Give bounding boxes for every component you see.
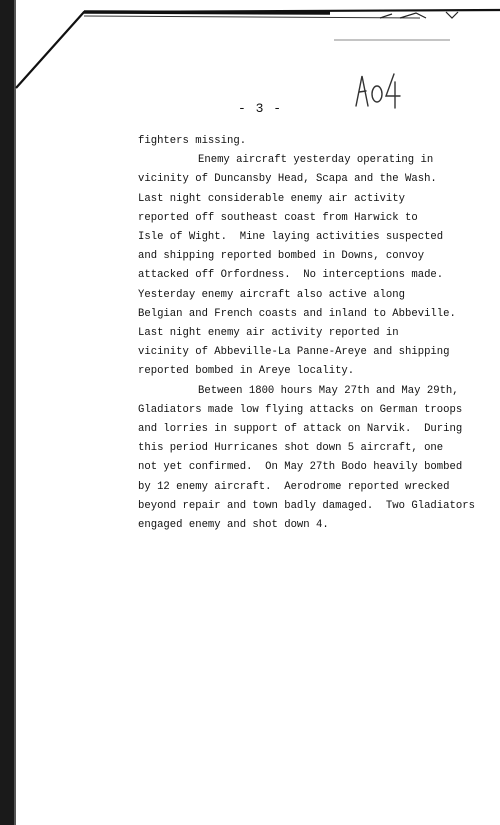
text-line: and lorries in support of attack on Narvik. During	[138, 423, 463, 436]
text-line: Last night considerable enemy air activity	[138, 192, 406, 205]
handwritten-mark	[352, 72, 402, 110]
text-line: Isle of Wight. Mine laying activities suspected	[138, 231, 444, 244]
left-edge-shadow	[0, 0, 14, 825]
top-fold-line-thick	[84, 12, 330, 13]
text-line: Belgian and French coasts and inland to Abbeville.	[138, 307, 456, 320]
top-fold-line-thin	[84, 16, 420, 18]
text-line: Between 1800 hours May 27th and May 29th,	[198, 384, 459, 397]
text-line: engaged enemy and shot down 4.	[138, 519, 329, 532]
text-line: vicinity of Duncansby Head, Scapa and the Wash.	[138, 173, 437, 186]
text-line: not yet confirmed. On May 27th Bodo heavily bombed	[138, 461, 463, 474]
page-number: - 3 -	[238, 101, 283, 116]
text-line: Enemy aircraft yesterday operating in	[198, 154, 434, 167]
text-line: by 12 enemy aircraft. Aerodrome reported wrecked	[138, 480, 450, 493]
text-line: this period Hurricanes shot down 5 aircraft, one	[138, 442, 444, 455]
text-line: Last night enemy air activity reported in	[138, 327, 399, 340]
body-text	[138, 132, 488, 535]
top-right-scribble	[380, 12, 458, 18]
text-line: vicinity of Abbeville-La Panne-Areye and shipping	[138, 346, 450, 359]
paragraph-2	[138, 151, 488, 381]
left-edge-inner	[14, 0, 16, 825]
top-fold-line	[16, 10, 500, 88]
text-line: fighters missing.	[138, 135, 247, 147]
text-line: reported bombed in Areye locality.	[138, 365, 355, 378]
paragraph-3	[138, 382, 488, 536]
text-line: reported off southeast coast from Harwick to	[138, 211, 418, 224]
paragraph-1	[138, 132, 488, 151]
text-line: attacked off Orfordness. No interceptions made.	[138, 269, 444, 282]
text-line: Yesterday enemy aircraft also active along	[138, 288, 406, 301]
text-line: beyond repair and town badly damaged. Two Gladiators	[138, 499, 475, 512]
text-line: Gladiators made low flying attacks on German troops	[138, 403, 463, 416]
text-line: and shipping reported bombed in Downs, convoy	[138, 250, 425, 263]
